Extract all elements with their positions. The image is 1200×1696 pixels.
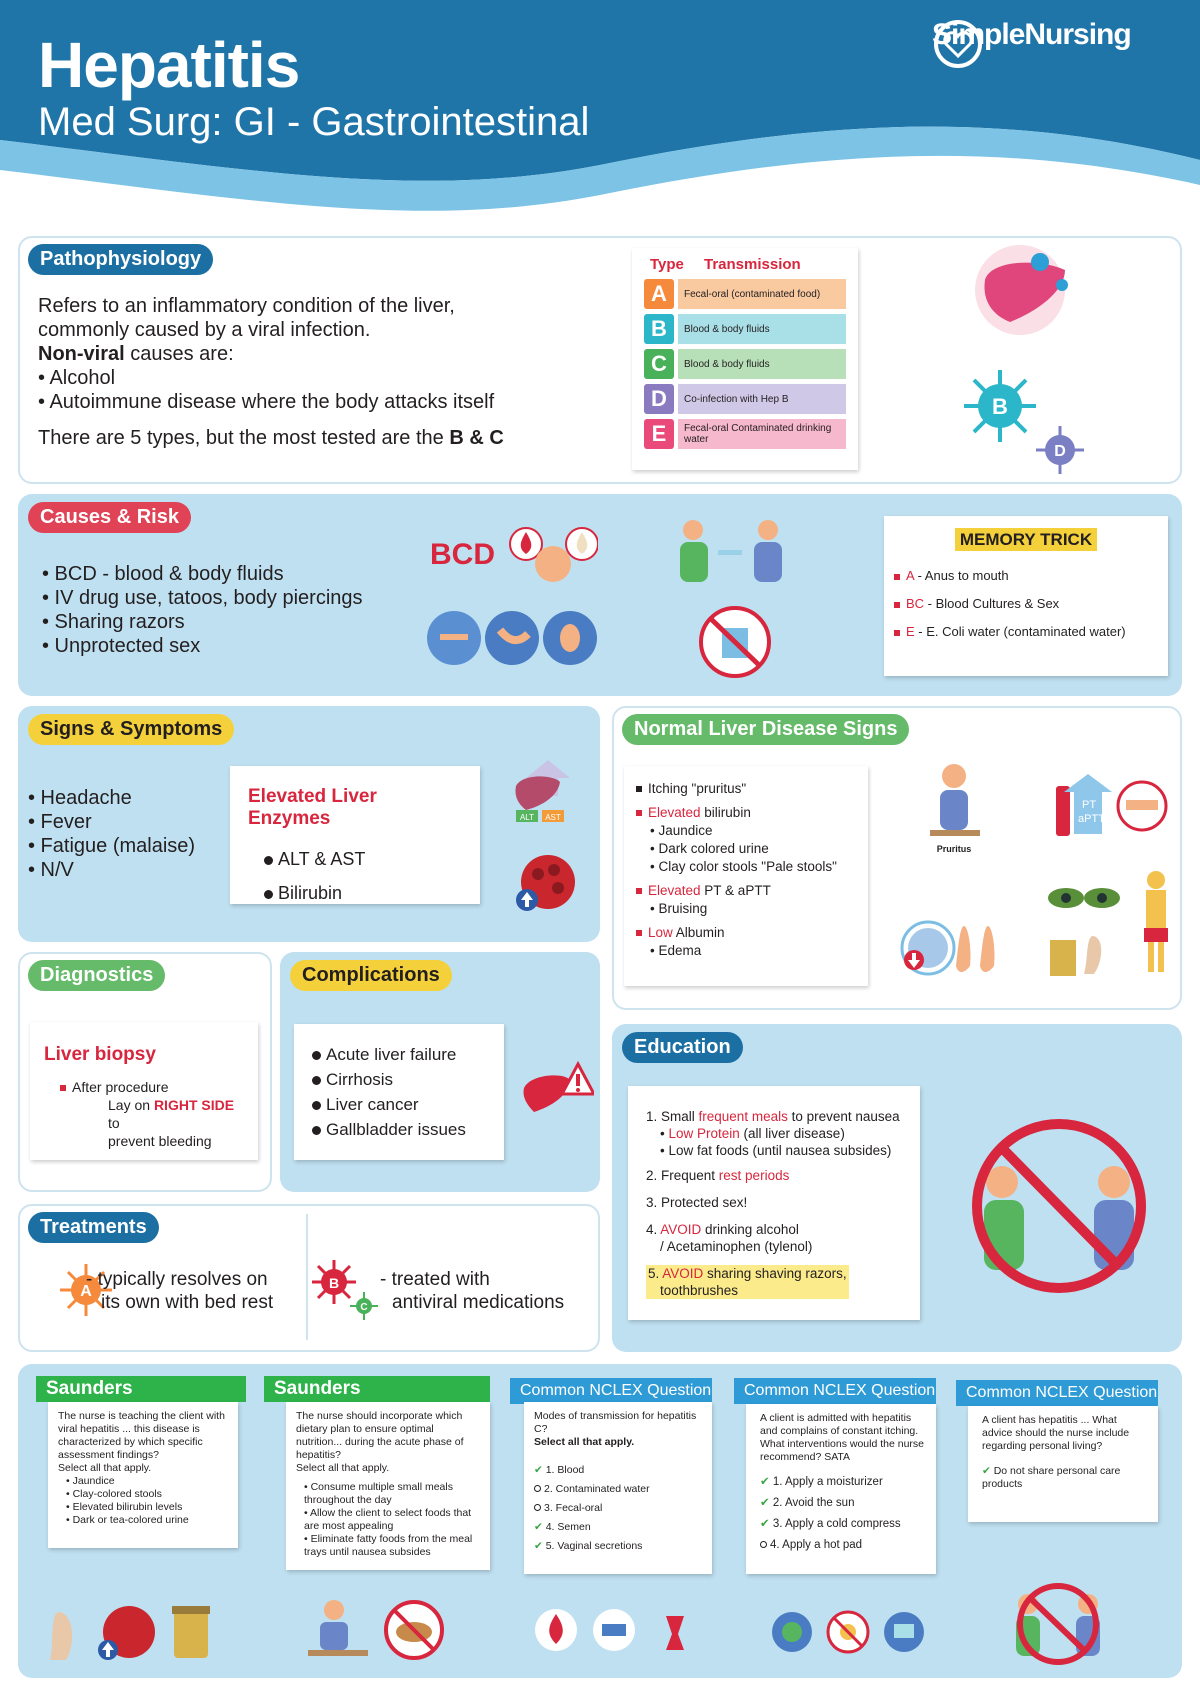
answer-option[interactable]: ✔ 1. Blood: [534, 1464, 585, 1476]
check-icon: ✔: [534, 1540, 546, 1552]
sign-bilirubin: Elevated bilirubin: [636, 804, 856, 822]
normal-liver-signs-pill: Normal Liver Disease Signs: [622, 714, 909, 745]
virus-d-label: D: [1054, 443, 1066, 460]
check-icon: ✔: [760, 1476, 773, 1488]
q2-option: • Consume multiple small meals throughout the day: [304, 1481, 453, 1506]
q1-option: • Clay-colored stools: [66, 1488, 162, 1500]
patho-bullet-autoimmune: • Autoimmune disease where the body attacks itself: [38, 391, 495, 413]
q2-card: The nurse should incorporate which dietary plan to ensure optimal nutrition... during the acute phase of hepatitis? Select all that apply. • Consume multiple small meals throughout the day • Allow the client to select foods that are most appealing • Eliminate fatty foods from the meal trays until nausea subsides: [286, 1402, 490, 1570]
answer-option[interactable]: ✔ Do not share personal care products: [982, 1465, 1121, 1490]
q2-option: • Allow the client to select foods that are most appealing: [304, 1507, 472, 1532]
liver-signs-card: [624, 766, 868, 986]
pt-aptt-icon: [1048, 770, 1168, 844]
q1-option: • Jaundice: [66, 1475, 115, 1487]
hepatitis-virus-icon: [960, 366, 1090, 476]
memory-row-bc: BC - Blood Cultures & Sex: [894, 590, 1158, 618]
header-banner: [0, 0, 1200, 230]
type-row-e: [644, 419, 846, 449]
complications-card: [294, 1024, 504, 1160]
sign-item: • N/V: [28, 859, 74, 881]
pathophysiology-pill: Pathophysiology: [28, 244, 213, 275]
sub-jaundice: • Jaundice: [650, 823, 713, 838]
type-letter: E: [644, 419, 674, 449]
causes-list: [42, 562, 363, 658]
q5-card: A client has hepatitis ... What advice should the nurse include regarding personal living? ✔ Do not share personal care products: [968, 1406, 1158, 1522]
check-icon: ✔: [982, 1465, 994, 1477]
answer-option[interactable]: 2. Contaminated water: [534, 1480, 702, 1499]
memory-row-a: A - Anus to mouth: [894, 562, 1158, 590]
treatments-pill: Treatments: [28, 1212, 159, 1243]
virus-b-label: B: [992, 394, 1008, 419]
type-letter: D: [644, 384, 674, 414]
answer-option[interactable]: ✔ 2. Avoid the sun: [760, 1497, 855, 1509]
memory-trick-title: MEMORY TRICK: [955, 528, 1097, 551]
edu-item-4: 4. AVOID drinking alcohol: [646, 1222, 799, 1237]
patho-definition: Refers to an inflammatory condition of the liver, commonly caused by a viral infection.: [38, 295, 455, 341]
q1-card: The nurse is teaching the client with viral hepatitis ... this disease is characterized by which specific assessment findings? Select all that apply. • Jaundice • Clay-colored stools • Elevated bilirubin levels • Dark or tea-colored urine: [48, 1402, 238, 1548]
liver-enzymes-card: [230, 766, 480, 904]
sub-dark-urine: • Dark colored urine: [650, 841, 769, 856]
answer-option[interactable]: ✔ 4. Semen: [534, 1521, 591, 1533]
education-pill: Education: [622, 1032, 743, 1063]
treatments-divider: [306, 1214, 308, 1340]
radio-circle-icon: [534, 1504, 541, 1511]
complication-item: Cirrhosis: [312, 1067, 486, 1092]
sub-clay-stools: • Clay color stools "Pale stools": [650, 859, 837, 874]
cause-item: • Unprotected sex: [42, 635, 201, 657]
aptt-label: aPTT: [1078, 813, 1105, 825]
cause-item: • IV drug use, tatoos, body piercings: [42, 587, 363, 609]
q5-no-sharing-icon: [1008, 1578, 1108, 1668]
treat-a-text: - typically resolves on its own with bed rest: [86, 1269, 274, 1313]
edu-item-5: 5. AVOID sharing shaving razors, toothbrushes: [648, 1266, 847, 1298]
liver-warning-icon: [520, 1060, 594, 1122]
sign-item: • Fatigue (malaise): [28, 835, 196, 857]
answer-option[interactable]: ✔ 5. Vaginal secretions: [534, 1540, 643, 1552]
cause-item: • Sharing razors: [42, 611, 185, 633]
type-transmission: Blood & body fluids: [678, 349, 846, 379]
virus-c-label: C: [360, 1302, 368, 1313]
edu-sub-low-fat: • Low fat foods (until nausea subsides): [660, 1143, 892, 1158]
ast-tag: AST: [545, 813, 561, 822]
bcd-label: BCD: [430, 538, 495, 571]
sharing-people-icon: [668, 512, 788, 592]
edu-item-2: 2. Frequent rest periods: [646, 1168, 790, 1183]
radio-circle-icon: [760, 1541, 767, 1548]
q4-icons: [770, 1610, 930, 1656]
q2-header: Saunders: [264, 1376, 490, 1402]
lay-right-side: Lay on RIGHT SIDE to: [108, 1097, 235, 1131]
liver-biopsy-title: Liver biopsy: [44, 1044, 156, 1065]
stethoscope-heart-icon: [932, 18, 984, 70]
edu-item-3: 3. Protected sex!: [646, 1195, 748, 1210]
sign-pt-aptt: Elevated PT & aPTT: [636, 882, 856, 900]
table-header-transmission: Transmission: [704, 256, 801, 273]
answer-option[interactable]: ✔ 3. Apply a cold compress: [760, 1518, 901, 1530]
table-header-type: Type: [650, 256, 684, 273]
check-icon: ✔: [760, 1518, 773, 1530]
memory-row-e: E - E. Coli water (contaminated water): [894, 618, 1158, 646]
type-row-b: [644, 314, 846, 344]
q2-icons: [306, 1596, 486, 1662]
infected-liver-icon: [970, 240, 1080, 340]
education-card: 1. Small frequent meals to prevent nausea • Low Protein (all liver disease) • Low fat foods (until nausea subsides) 2. Frequent rest periods 3. Protected sex! 4. AVOID drinking alcohol / Acetaminophen (tylenol) 5. AVOID sharing shaving razors, toothbrushes: [628, 1086, 920, 1320]
complication-item: Acute liver failure: [312, 1042, 486, 1067]
pruritus-caption: Pruritus: [936, 844, 972, 854]
complications-pill: Complications: [290, 960, 452, 991]
check-icon: ✔: [760, 1497, 773, 1509]
page-subtitle: Med Surg: GI - Gastrointestinal: [38, 100, 590, 144]
signs-list: [28, 786, 195, 882]
liver-enzyme-icon: [512, 756, 572, 826]
enzyme-bilirubin: Bilirubin: [264, 876, 462, 910]
pt-label: PT: [1082, 799, 1097, 811]
hepatitis-types-table: [632, 248, 858, 470]
enzyme-alt-ast: ALT & AST: [264, 842, 462, 876]
brand-logo[interactable]: [932, 18, 1131, 52]
answer-option[interactable]: ✔ 1. Apply a moisturizer: [760, 1476, 883, 1488]
page-title: Hepatitis: [38, 29, 300, 101]
q3-header: Common NCLEX Question: [510, 1378, 712, 1404]
virus-b-treat-label: B: [328, 1275, 340, 1291]
elevated-bilirubin-icon: [514, 852, 576, 914]
sign-itching: Itching "pruritus": [636, 780, 856, 798]
patho-bullet-alcohol: • Alcohol: [38, 367, 116, 389]
complication-item: Gallbladder issues: [312, 1117, 486, 1142]
q1-option: • Elevated bilirubin levels: [66, 1501, 183, 1513]
alt-tag: ALT: [519, 813, 535, 822]
memory-trick-card: [884, 516, 1168, 676]
sign-item: • Fever: [28, 811, 92, 833]
type-transmission: Co-infection with Hep B: [678, 384, 846, 414]
radio-circle-icon: [534, 1485, 541, 1492]
liver-enzymes-title: Elevated Liver Enzymes: [248, 786, 377, 829]
q1-option: • Dark or tea-colored urine: [66, 1514, 189, 1526]
q4-card: A client is admitted with hepatitis and complains of constant itching. What interventions would the nurse recommend? SATA ✔ 1. Apply a moisturizer ✔ 2. Avoid the sun ✔ 3. Apply a cold compress 4. Apply a hot pad: [746, 1404, 936, 1574]
after-procedure: After procedure: [44, 1078, 244, 1096]
sign-albumin: Low Albumin: [636, 924, 856, 942]
type-letter: B: [644, 314, 674, 344]
type-transmission: Fecal-oral (contaminated food): [678, 279, 846, 309]
liver-biopsy-card: Liver biopsy After procedure Lay on RIGHT SIDE to prevent bleeding: [30, 1022, 258, 1160]
sub-bruising: • Bruising: [650, 901, 708, 916]
edu-item-1: 1. Small frequent meals to prevent nausea: [646, 1109, 900, 1124]
jaundice-icons: [1044, 870, 1184, 986]
q3-card: Modes of transmission for hepatitis C? Select all that apply. ✔ 1. Blood 2. Contaminated water 3. Fecal-oral ✔ 4. Semen ✔ 5. Vaginal secretions: [524, 1402, 712, 1574]
no-sharing-razors-icon: [964, 1108, 1154, 1298]
sub-edema: • Edema: [650, 943, 702, 958]
blood-body-fluids-icon: [508, 524, 598, 594]
itching-person-icon: [924, 760, 984, 856]
answer-option[interactable]: 3. Fecal-oral: [534, 1499, 702, 1518]
hep-b-c-virus-icon: [310, 1258, 380, 1320]
type-transmission: Blood & body fluids: [678, 314, 846, 344]
diagnostics-pill: Diagnostics: [28, 960, 165, 991]
no-sharing-razor-icon: [690, 604, 780, 680]
check-icon: ✔: [534, 1464, 546, 1476]
brand-name: SimpleNursing: [932, 18, 1131, 51]
check-icon: ✔: [534, 1521, 546, 1533]
edu-sub-low-protein: • Low Protein (all liver disease): [660, 1126, 845, 1141]
q4-header: Common NCLEX Question: [734, 1378, 936, 1404]
complication-item: Liver cancer: [312, 1092, 486, 1117]
sign-item: • Headache: [28, 787, 132, 809]
signs-pill: Signs & Symptoms: [28, 714, 234, 745]
type-letter: C: [644, 349, 674, 379]
answer-option[interactable]: 4. Apply a hot pad: [760, 1535, 926, 1556]
type-transmission: Fecal-oral Contaminated drinking water: [678, 419, 846, 449]
type-row-a: [644, 279, 846, 309]
q2-option: • Eliminate fatty foods from the meal trays until nausea subsides: [304, 1533, 473, 1558]
nonviral-label: Non-viral: [38, 343, 125, 365]
q1-header: Saunders: [36, 1376, 246, 1402]
drug-tattoo-piercing-icons: [424, 608, 604, 668]
cause-item: • BCD - blood & body fluids: [42, 563, 284, 585]
q3-icons: [534, 1606, 704, 1656]
type-row-c: [644, 349, 846, 379]
causes-pill: Causes & Risk: [28, 502, 191, 533]
patho-text: Refers to an inflammatory condition of the liver, commonly caused by a viral infection. Non-viral causes are: • Alcohol • Autoimmune disease where the body attacks itself There are 5 types, but the most tested are the B & C: [38, 294, 538, 450]
albumin-edema-icon: [898, 918, 1008, 978]
q5-header: Common NCLEX Question: [956, 1380, 1158, 1406]
q1-icons: [44, 1604, 234, 1662]
virus-a-label: A: [80, 1283, 92, 1300]
type-letter: A: [644, 279, 674, 309]
type-row-d: [644, 384, 846, 414]
treat-bc-text: - treated with antiviral medications: [380, 1269, 565, 1313]
